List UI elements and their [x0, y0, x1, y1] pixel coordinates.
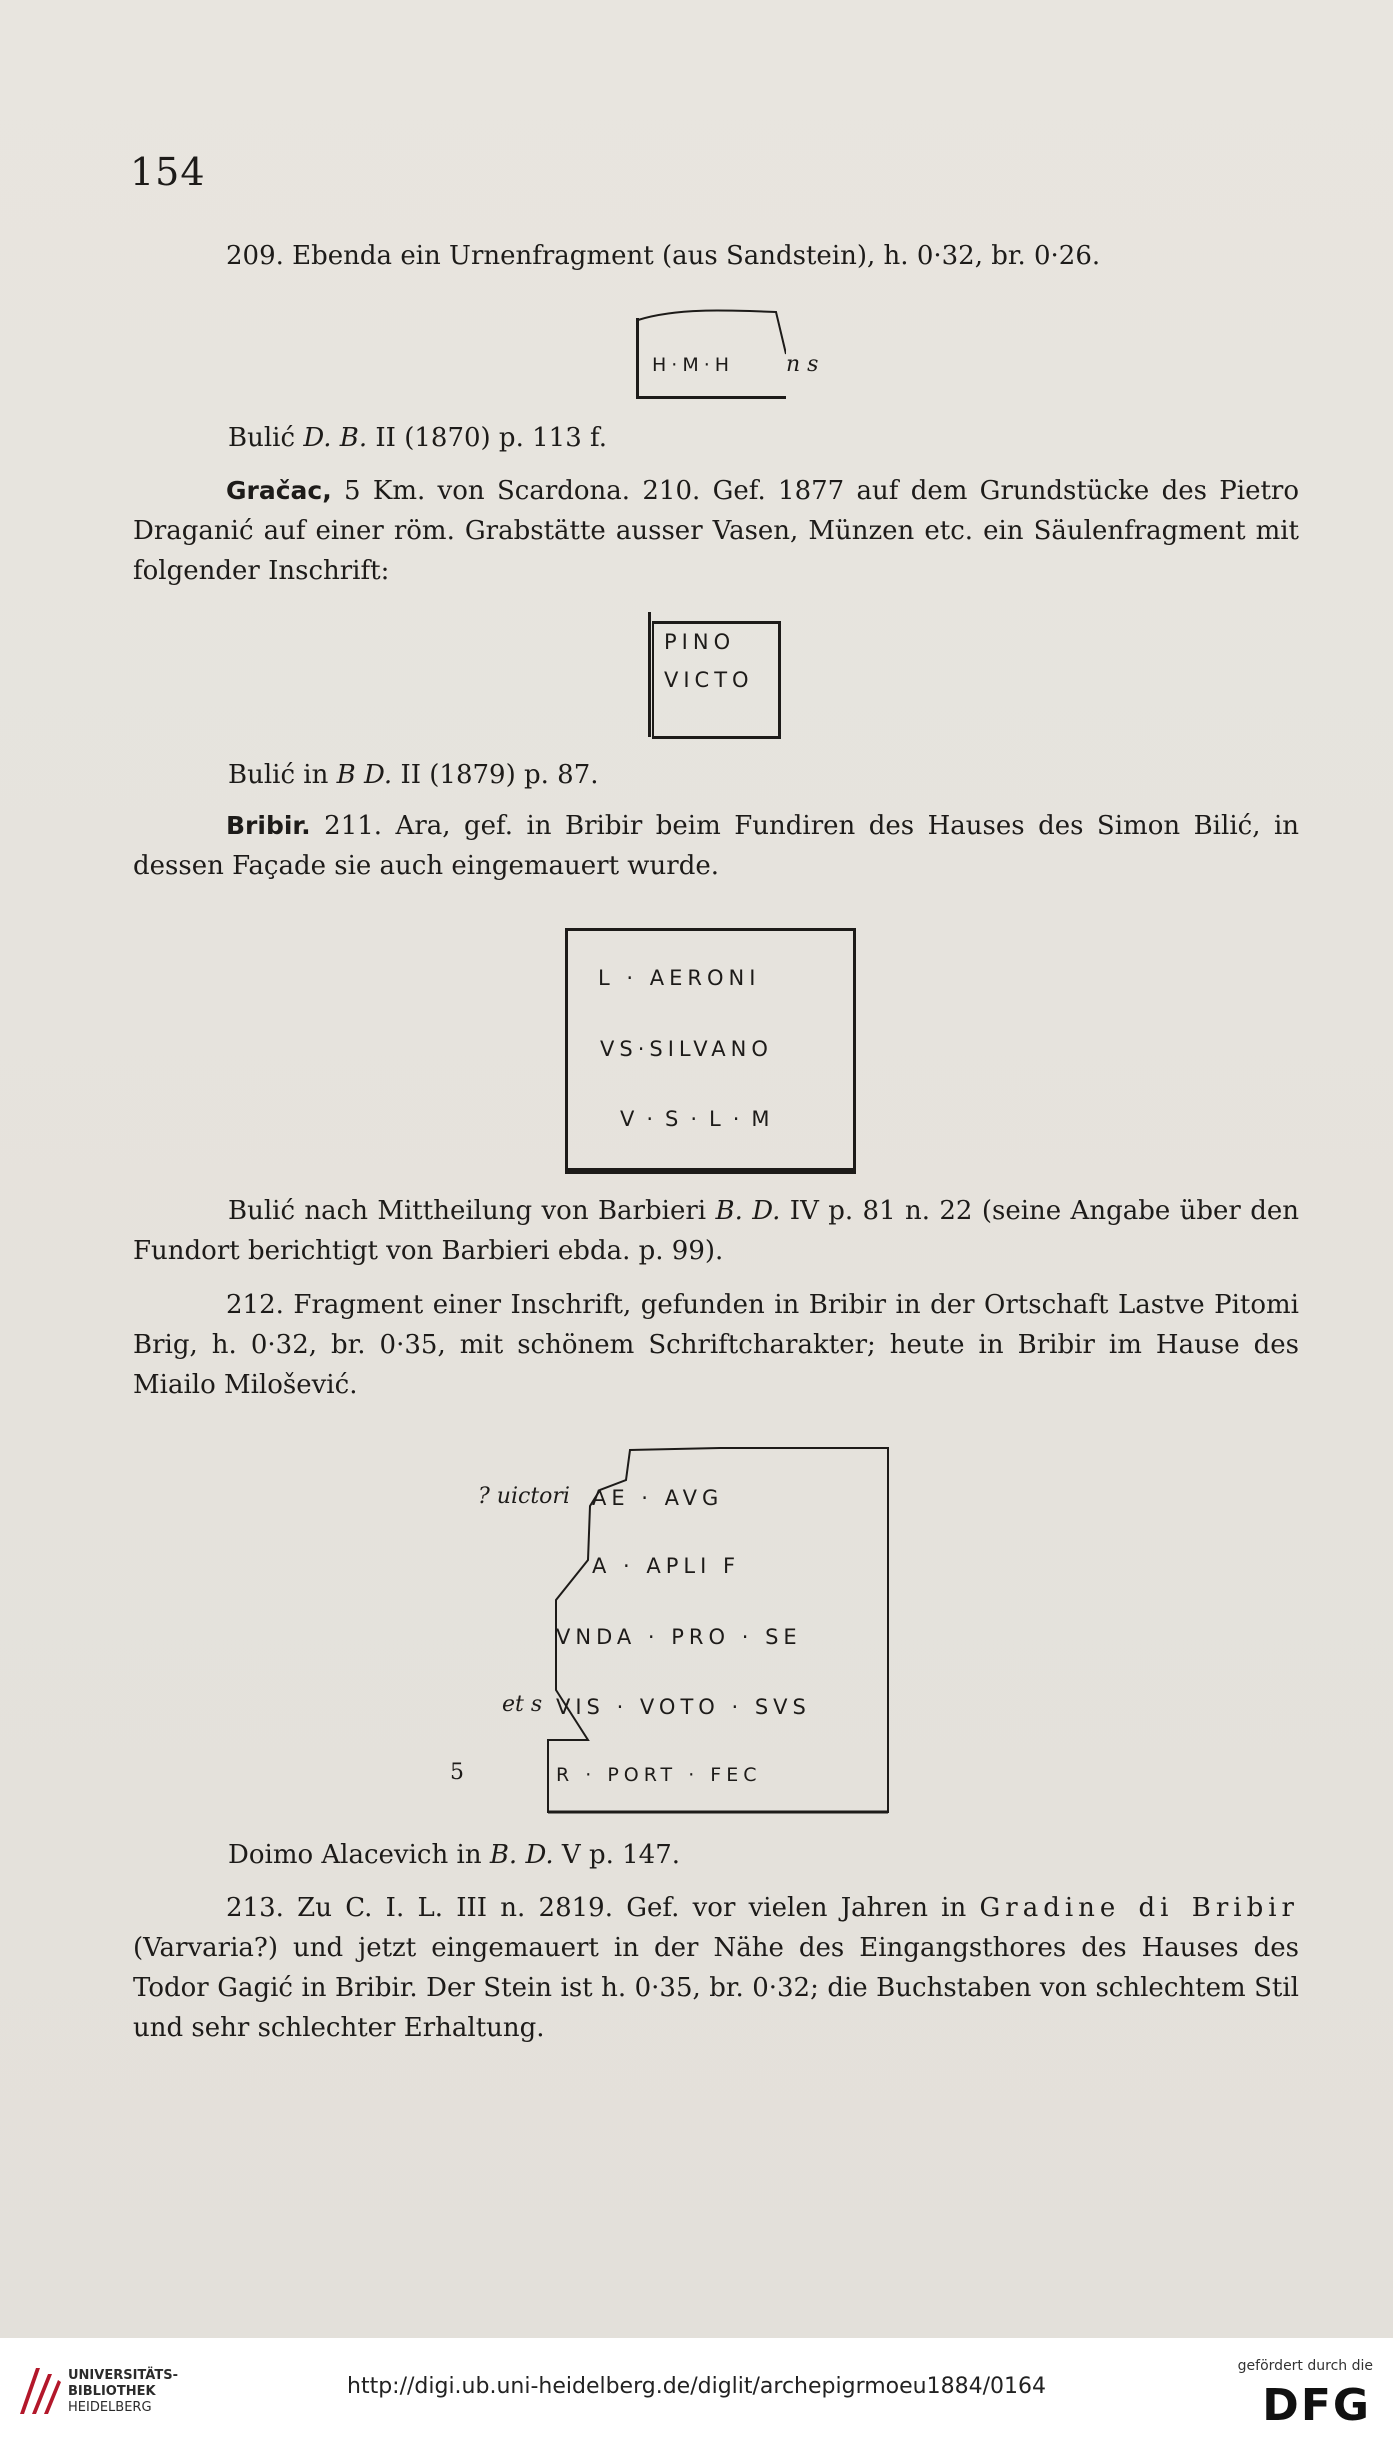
inscription-212-supplement-1: ? uictori [478, 1484, 570, 1509]
funded-by-label: gefördert durch die [1237, 2358, 1373, 2374]
fragment-outline-209 [636, 306, 786, 356]
reference-211: Bulić nach Mittheilung von Barbieri B. D. IV p. 81 n. 22 (seine Angabe über den Fundort berichtigt von Barbieri ebda. p. 99). [133, 1196, 1300, 1266]
inscription-210-line-1: PINO [664, 630, 736, 654]
entry-209: 209. Ebenda ein Urnenfragment (aus Sandstein), h. 0·32, br. 0·26. [226, 241, 1101, 271]
dfg-logo: DFG [1262, 2380, 1371, 2431]
place-gracac: Gračac, [226, 476, 332, 505]
inscription-212-supplement-4: et s [502, 1692, 543, 1717]
inscription-212-line-number: 5 [450, 1760, 464, 1785]
inscription-211-line-2: VS·SILVANO [600, 1037, 773, 1061]
place-bribir: Bribir. [226, 811, 311, 840]
entry-212: 212. Fragment einer Inschrift, gefunden in Bribir in der Ortschaft Lastve Pitomi Brig, h. 0·32, br. 0·35, mit schönem Schriftcharakter; heute in Bribir im Hause des Miailo Milošević. [133, 1290, 1299, 1400]
inscription-209-text: H·M·H [652, 354, 735, 376]
reference-212: Doimo Alacevich in B. D. V p. 147. [228, 1840, 681, 1870]
inscription-212-line-2: A · APLI F [592, 1554, 741, 1578]
inscription-212-line-5: R · PORT · FEC [556, 1764, 762, 1786]
entry-213: 213. Zu C. I. L. III n. 2819. Gef. vor vielen Jahren in Gradine di Bribir (Varvaria?) und jetzt eingemauert in der Nähe des Eingangsthores des Hauses des Todor Gagić in Bribir. Der Stein ist h. 0·35, br. 0·32; die Buchstaben von schlechtem Stil und sehr schlechter Erhaltung. [133, 1893, 1299, 2043]
entry-211: Bribir. 211. Ara, gef. in Bribir beim Fundiren des Hauses des Simon Bilić, in dessen Façade sie auch eingemauert wurde. [133, 811, 1299, 881]
entry-210: Gračac, 5 Km. von Scardona. 210. Gef. 1877 auf dem Grundstücke des Pietro Draganić auf einer röm. Grabstätte ausser Vasen, Münzen etc. ein Säulenfragment mit folgender Inschrift: [133, 476, 1299, 586]
reference-210: Bulić in B D. II (1879) p. 87. [228, 760, 599, 790]
source-url-link[interactable]: http://digi.ub.uni-heidelberg.de/diglit/archepigrmoeu1884/0164 [347, 2374, 1046, 2399]
inscription-212-line-3: VNDA · PRO · SE [556, 1625, 802, 1649]
footer-bar [0, 2338, 1393, 2438]
inscription-212-line-4: VIS · VOTO · SVS [556, 1695, 811, 1719]
page-number: 154 [130, 150, 206, 194]
library-name: UNIVERSITÄTS- BIBLIOTHEK HEIDELBERG [68, 2368, 178, 2415]
inscription-211-line-1: L · AERONI [598, 966, 761, 990]
inscription-210-line-2: VICTO [664, 668, 754, 692]
inscription-212-line-1: AE · AVG [592, 1486, 724, 1510]
reference-209: Bulić D. B. II (1870) p. 113 f. [228, 423, 607, 453]
inscription-211-line-3: V·S·L·M [620, 1107, 782, 1131]
place-gradine: Gradine di Bribir [979, 1893, 1299, 1923]
inscription-209-supplement: n s [786, 352, 819, 377]
